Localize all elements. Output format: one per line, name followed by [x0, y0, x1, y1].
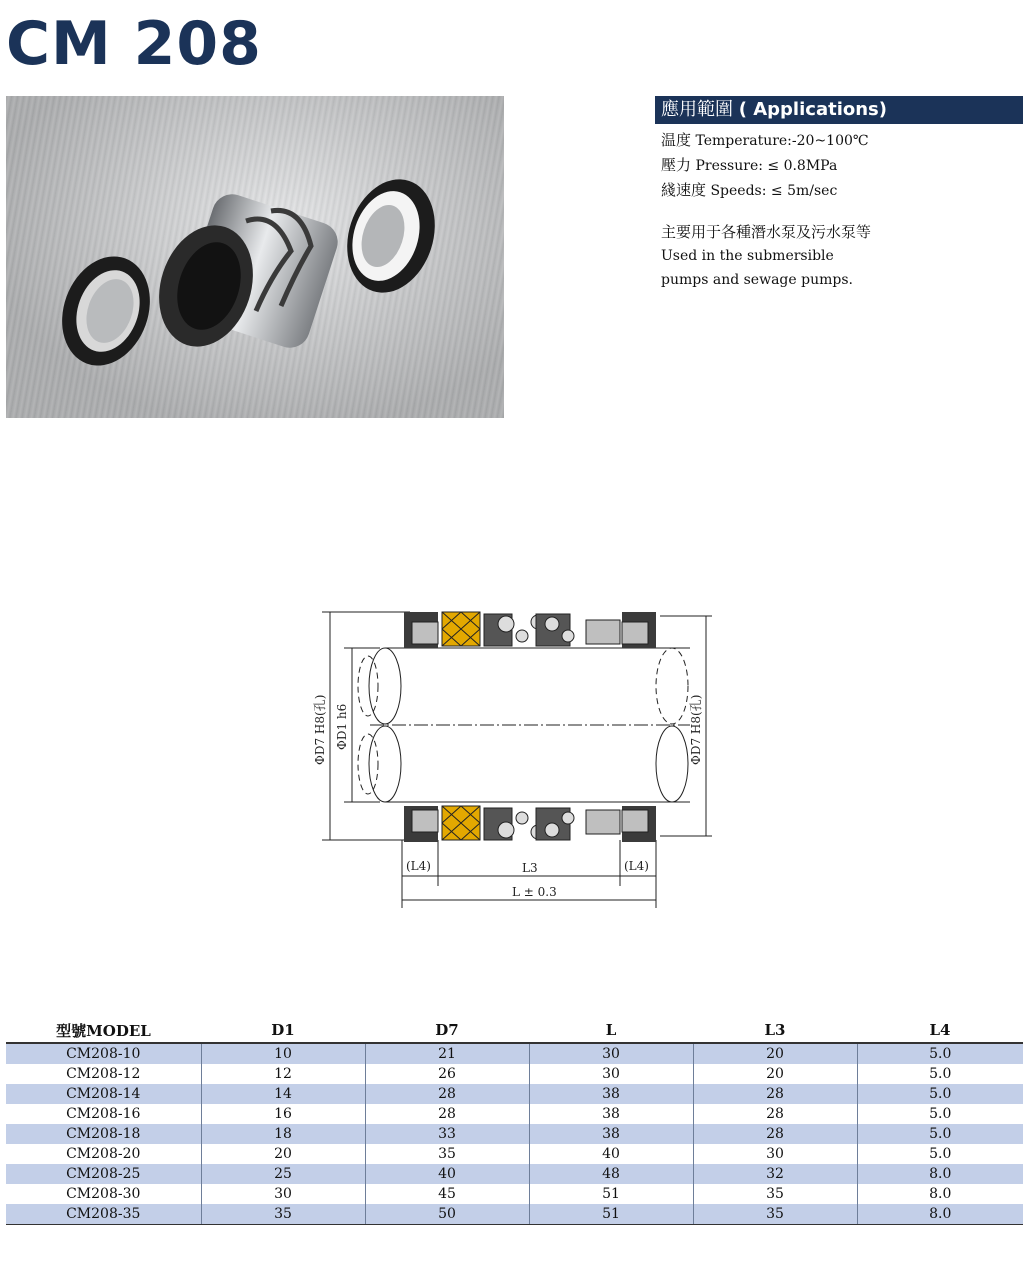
- cell-l: 38: [529, 1084, 693, 1104]
- usage-en-line1: Used in the submersible: [661, 248, 834, 264]
- cell-l: 38: [529, 1124, 693, 1144]
- temperature-line: [661, 128, 869, 153]
- dim-l4-right: (L4): [624, 859, 649, 873]
- table-row: [6, 1144, 1023, 1164]
- product-photo: [6, 96, 504, 418]
- product-title: CM 208: [6, 9, 262, 79]
- header-l3: L3: [693, 1018, 857, 1043]
- dim-right-outer: ΦD7 H8(孔): [689, 694, 703, 765]
- cell-l3: 20: [693, 1043, 857, 1064]
- cell-l: 38: [529, 1104, 693, 1124]
- cell-l: 30: [529, 1064, 693, 1084]
- cell-d7: 35: [365, 1144, 529, 1164]
- dim-l4-left: (L4): [406, 859, 431, 873]
- cell-d1: 35: [201, 1204, 365, 1225]
- table-row: [6, 1164, 1023, 1184]
- table-row: [6, 1064, 1023, 1084]
- cell-l3: 28: [693, 1084, 857, 1104]
- header-model: 型號MODEL: [6, 1018, 201, 1043]
- cell-model: CM208-12: [6, 1064, 201, 1084]
- cell-model: CM208-35: [6, 1204, 201, 1225]
- cell-l4: 5.0: [857, 1144, 1023, 1164]
- cell-model: CM208-16: [6, 1104, 201, 1124]
- cell-l4: 5.0: [857, 1064, 1023, 1084]
- cell-l4: 8.0: [857, 1184, 1023, 1204]
- table-row: [6, 1084, 1023, 1104]
- speed-label-cn: 綫速度: [661, 181, 707, 199]
- cell-d7: 28: [365, 1104, 529, 1124]
- cell-d7: 45: [365, 1184, 529, 1204]
- pressure-value: Pressure: ≤ 0.8MPa: [695, 158, 838, 174]
- cell-d7: 28: [365, 1084, 529, 1104]
- cell-model: CM208-25: [6, 1164, 201, 1184]
- cell-l3: 20: [693, 1064, 857, 1084]
- cell-d1: 30: [201, 1184, 365, 1204]
- cell-d7: 40: [365, 1164, 529, 1184]
- dim-left-outer: ΦD7 H8(孔): [313, 694, 327, 765]
- cell-l: 30: [529, 1043, 693, 1064]
- cell-model: CM208-10: [6, 1043, 201, 1064]
- cell-d1: 14: [201, 1084, 365, 1104]
- cell-l3: 28: [693, 1124, 857, 1144]
- cell-d1: 20: [201, 1144, 365, 1164]
- cell-l3: 35: [693, 1204, 857, 1225]
- table-header-row: [6, 1018, 1023, 1043]
- temperature-value: Temperature:-20~100℃: [695, 133, 869, 149]
- speed-value: Speeds: ≤ 5m/sec: [710, 183, 838, 199]
- applications-header-cn: 應用範圍: [661, 99, 733, 120]
- pressure-label-cn: 壓力: [661, 156, 692, 174]
- cell-l4: 5.0: [857, 1084, 1023, 1104]
- cell-l3: 28: [693, 1104, 857, 1124]
- table-row: [6, 1104, 1023, 1124]
- speed-line: [661, 178, 869, 203]
- cell-d7: 50: [365, 1204, 529, 1225]
- cell-model: CM208-20: [6, 1144, 201, 1164]
- header-d7: D7: [365, 1018, 529, 1043]
- usage-cn: 主要用于各種潛水泵及污水泵等: [661, 223, 872, 241]
- cell-l3: 32: [693, 1164, 857, 1184]
- cell-d1: 16: [201, 1104, 365, 1124]
- table-row: [6, 1204, 1023, 1225]
- cell-l: 51: [529, 1204, 693, 1225]
- specification-table: [6, 1018, 1023, 1225]
- cell-l: 51: [529, 1184, 693, 1204]
- applications-header-en: ( Applications): [738, 99, 887, 120]
- cell-model: CM208-30: [6, 1184, 201, 1204]
- cell-l4: 5.0: [857, 1124, 1023, 1144]
- table-row: [6, 1043, 1023, 1064]
- cell-d1: 10: [201, 1043, 365, 1064]
- cell-l4: 5.0: [857, 1043, 1023, 1064]
- applications-list: [661, 128, 869, 203]
- usage-en-line2: pumps and sewage pumps.: [661, 272, 853, 288]
- applications-header: [655, 96, 1023, 124]
- cell-l: 40: [529, 1144, 693, 1164]
- dim-l: L ± 0.3: [512, 885, 557, 899]
- usage-note: [661, 220, 871, 292]
- cell-model: CM208-18: [6, 1124, 201, 1144]
- cell-l4: 8.0: [857, 1164, 1023, 1184]
- pressure-line: [661, 153, 869, 178]
- dim-left-inner: ΦD1 h6: [335, 703, 349, 750]
- cell-d7: 26: [365, 1064, 529, 1084]
- cell-l4: 5.0: [857, 1104, 1023, 1124]
- cell-d1: 25: [201, 1164, 365, 1184]
- cell-d1: 12: [201, 1064, 365, 1084]
- header-l4: L4: [857, 1018, 1023, 1043]
- cell-d1: 18: [201, 1124, 365, 1144]
- header-d1: D1: [201, 1018, 365, 1043]
- table-row: [6, 1124, 1023, 1144]
- header-l: L: [529, 1018, 693, 1043]
- temperature-label-cn: 温度: [661, 131, 692, 149]
- cross-section-drawing: [300, 600, 720, 910]
- cell-model: CM208-14: [6, 1084, 201, 1104]
- cell-d7: 33: [365, 1124, 529, 1144]
- cell-d7: 21: [365, 1043, 529, 1064]
- cell-l3: 30: [693, 1144, 857, 1164]
- cell-l3: 35: [693, 1184, 857, 1204]
- dim-l3: L3: [522, 861, 538, 875]
- cell-l4: 8.0: [857, 1204, 1023, 1225]
- cell-l: 48: [529, 1164, 693, 1184]
- table-row: [6, 1184, 1023, 1204]
